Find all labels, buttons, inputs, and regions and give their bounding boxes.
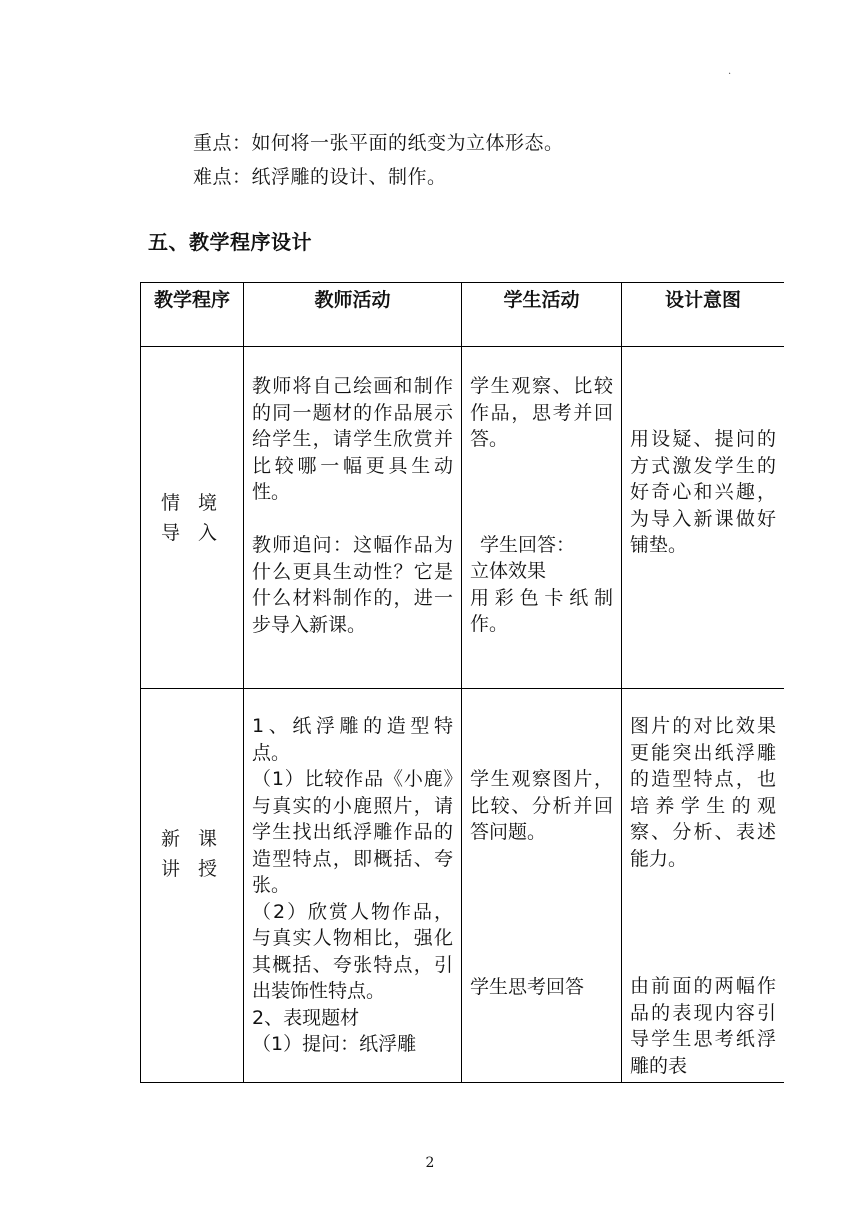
teacher-activity-paragraph: 教师将自己绘画和制作的同一题材的作品展示给学生，请学生欣赏并比较哪一幅更具生动性。: [252, 375, 453, 503]
stage-cell: [141, 689, 244, 1084]
stage-label: 情 境 导 入: [160, 491, 224, 544]
table-row: [141, 347, 785, 689]
lesson-procedure-table: [140, 282, 784, 1083]
teacher-activity-paragraph: （2）欣赏人物作品，与真实人物相比，强化其概括、夸张特点，引出装饰性特点。: [252, 900, 453, 1002]
student-activity-paragraph: 学生观察、比较作品，思考并回答。: [470, 375, 613, 450]
table-row: [141, 689, 785, 1084]
teacher-activity-paragraph: 2、表现题材: [252, 1006, 360, 1029]
stage-cell: [141, 347, 244, 689]
stage-label: 新 课 讲 授: [160, 828, 224, 880]
student-activity-paragraph: 学生思考回答: [470, 975, 585, 998]
design-intent-paragraph: 用设疑、提问的方式激发学生的好奇心和兴趣，为导入新课做好铺垫。: [630, 428, 776, 556]
design-intent-paragraph: 图片的对比效果更能突出纸浮雕的造型特点，也培养学生的观察、分析、表述能力。: [630, 715, 776, 870]
key-point-line: 重点：如何将一张平面的纸变为立体形态。: [193, 132, 564, 154]
teacher-activity-paragraph: （1）提问：纸浮雕: [252, 1033, 417, 1055]
page-number: 2: [425, 1155, 435, 1171]
student-activity-cell: [462, 689, 622, 1084]
design-intent-cell: [622, 689, 785, 1084]
student-activity-cell: [462, 347, 622, 689]
section-heading: 五、教学程序设计: [148, 230, 312, 254]
student-activity-paragraph: 学生观察图片，比较、分析并回答问题。: [470, 768, 613, 843]
student-activity-paragraph: 用彩色卡纸制作。: [470, 586, 613, 635]
table-header-row: [141, 283, 785, 347]
teacher-activity-cell: [244, 347, 462, 689]
design-intent-paragraph: 由前面的两幅作品的表现内容引导学生思考纸浮雕的表: [630, 975, 776, 1077]
header-teacher-activity: 教师活动: [244, 283, 462, 347]
difficulty-line: 难点：纸浮雕的设计、制作。: [193, 166, 447, 188]
header-design-intent: 设计意图: [622, 283, 785, 347]
header-stage: 教学程序: [141, 283, 244, 347]
student-activity-paragraph: 学生回答：: [480, 533, 576, 556]
teacher-activity-paragraph: 教师追问：这幅作品为什么更具生动性？它是什么材料制作的，进一步导入新课。: [252, 534, 453, 636]
teacher-activity-paragraph: 1、纸浮雕的造型特点。: [252, 715, 453, 764]
header-student-activity: 学生活动: [462, 283, 622, 347]
corner-mark: .: [728, 66, 732, 77]
teacher-activity-paragraph: （1）比较作品《小鹿》与真实的小鹿照片，请学生找出纸浮雕作品的造型特点，即概括、夸张。: [252, 768, 453, 896]
teacher-activity-cell: [244, 689, 462, 1084]
design-intent-cell: [622, 347, 785, 689]
student-activity-paragraph: 立体效果: [470, 560, 547, 582]
lesson-procedure-table-frame: [140, 282, 784, 1083]
